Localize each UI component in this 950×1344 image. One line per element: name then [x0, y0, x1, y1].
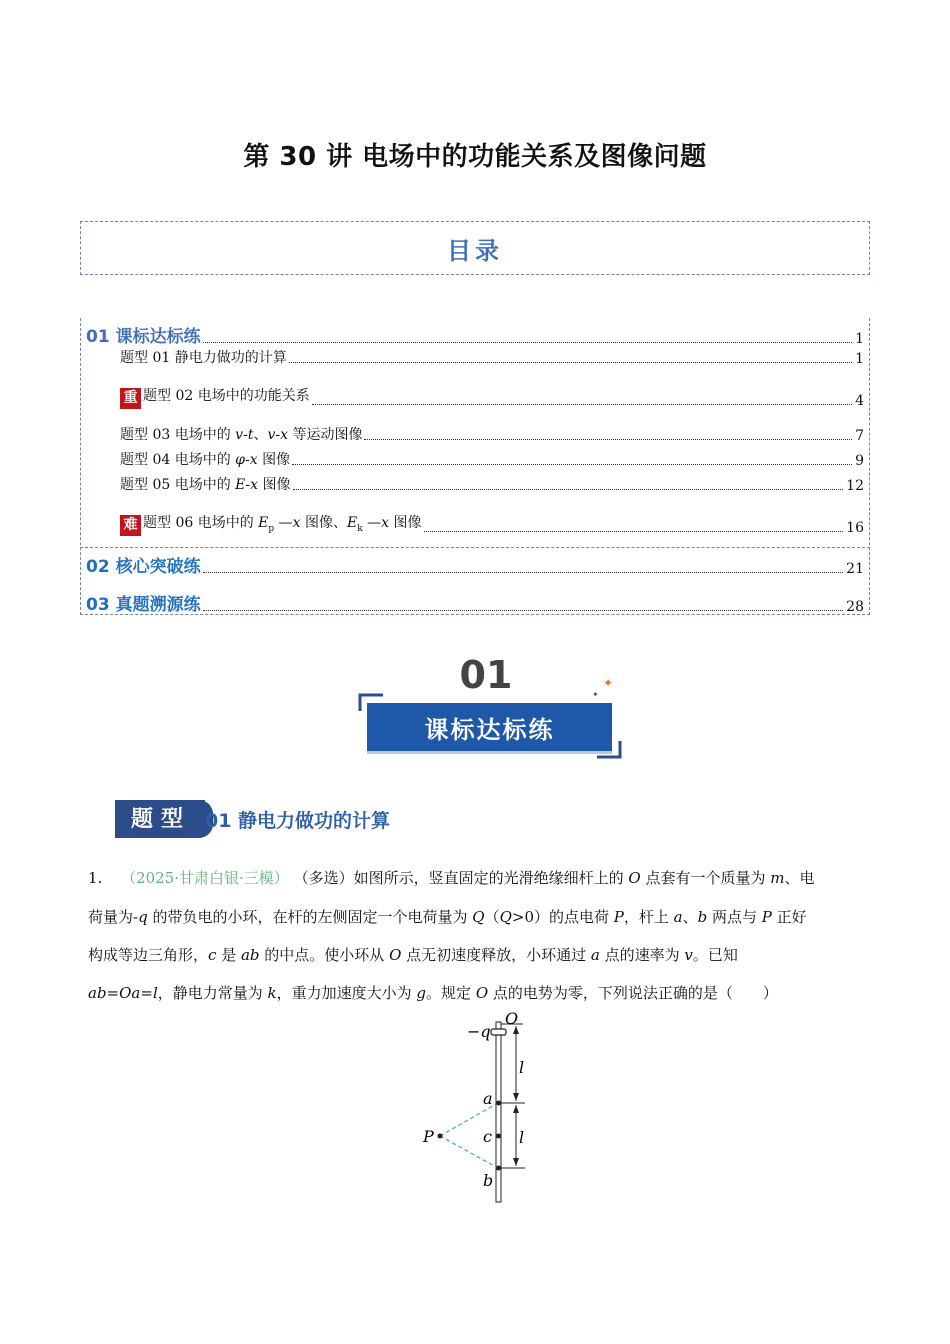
- toc-leader: [364, 438, 852, 440]
- toc-entry-01[interactable]: [86, 322, 864, 347]
- toc-leader: [203, 341, 853, 343]
- toc-leader: [203, 571, 844, 573]
- label-a: a: [483, 1089, 493, 1108]
- charged-ring: [491, 1029, 506, 1035]
- question-line-3: 构成等边三角形，c 是 ab 的中点。使小环从 O 点无初速度释放，小环通过 a 点的速率为 v。已知: [88, 946, 738, 964]
- toc-leader: [424, 530, 844, 532]
- arrow-head: [513, 1158, 519, 1166]
- toc-page-number: 1: [855, 351, 864, 367]
- toc-header-box: [80, 221, 870, 275]
- toc-page-number: 16: [846, 520, 864, 536]
- toc-entry-type05[interactable]: [120, 474, 864, 494]
- label-charge: −q: [467, 1022, 491, 1041]
- point-p: [438, 1134, 443, 1139]
- question-kind: （多选）: [293, 869, 354, 887]
- label-c: c: [483, 1127, 492, 1146]
- type-header: [115, 800, 435, 840]
- label-l-lower: l: [519, 1128, 525, 1147]
- toc-leader: [292, 463, 852, 465]
- document-title: 第 30 讲 电场中的功能关系及图像问题: [243, 142, 707, 172]
- toc-leader: [293, 488, 844, 490]
- point-a: [496, 1101, 501, 1106]
- question-line-4: ab=Oa=l，静电力常量为 k，重力加速度大小为 g。规定 O 点的电势为零，下列说法正确的是（ ）: [88, 984, 778, 1002]
- toc-entry-label: 题型 05 电场中的 E-x 图像: [120, 477, 291, 493]
- toc-page-number: 9: [855, 453, 864, 469]
- toc-page-number: 7: [855, 428, 864, 444]
- toc-entry-03[interactable]: [86, 590, 864, 615]
- point-c: [496, 1134, 501, 1139]
- label-p: P: [423, 1127, 434, 1146]
- toc-page-number: 12: [846, 478, 864, 494]
- question-source: （2025·甘肃白银·三模）: [121, 869, 289, 887]
- toc-entry-label: 重 题型 02 电场中的功能关系: [120, 385, 310, 409]
- point-b: [496, 1166, 501, 1171]
- toc-leader: [203, 609, 844, 611]
- question-line-1: 1. （2025·甘肃白银·三模） （多选）如图所示，竖直固定的光滑绝缘细杆上的 O 点套有一个质量为 m、电: [88, 869, 815, 887]
- toc-entry-label: 难 题型 06 电场中的 $E_p$ —x 图像、$E_k$ —x 图像: [120, 512, 422, 536]
- toc-entry-label: 题型 03 电场中的 v-t、v-x 等运动图像: [120, 427, 363, 443]
- physics-figure: [415, 1010, 565, 1205]
- question-number: 1.: [88, 869, 103, 887]
- label-b: b: [483, 1171, 494, 1190]
- toc-entry-type04[interactable]: [120, 449, 864, 469]
- toc-entry-label: 题型 04 电场中的 φ-x 图像: [120, 452, 291, 468]
- toc-leader: [312, 403, 852, 405]
- toc-heading: 目录: [447, 236, 503, 265]
- label-o: O: [505, 1010, 519, 1028]
- toc-entry-type06[interactable]: [120, 512, 864, 536]
- arrow-head: [513, 1093, 519, 1101]
- toc-entry-02[interactable]: [86, 552, 864, 577]
- hard-badge: 难: [120, 515, 141, 536]
- svg-text:✦: ✦: [603, 676, 614, 690]
- toc-leader: [289, 361, 852, 363]
- toc-entry-label: 02 核心突破练: [86, 557, 201, 577]
- key-badge: 重: [120, 388, 141, 409]
- toc-entry-label: 01 课标达标练: [86, 327, 201, 347]
- label-l-upper: l: [519, 1058, 525, 1077]
- toc-frame-divider: [80, 547, 870, 548]
- toc-entry-type03[interactable]: [120, 424, 864, 444]
- toc-page-number: 1: [855, 331, 864, 347]
- toc-entry-type01[interactable]: [120, 347, 864, 367]
- toc-entry-type02[interactable]: [120, 385, 864, 409]
- question-line-2: 荷量为-q 的带负电的小环，在杆的左侧固定一个电荷量为 Q（Q>0）的点电荷 P，杆上 a、b 两点与 P 正好: [88, 908, 807, 926]
- section-title: 课标达标练: [424, 716, 555, 744]
- svg-text:✦: ✦: [592, 690, 599, 699]
- toc-entry-label: 题型 01 静电力做功的计算: [120, 350, 287, 366]
- toc-page-number: 4: [855, 393, 864, 409]
- toc-page-number: 28: [846, 599, 864, 615]
- type-title: 01 静电力做功的计算: [205, 810, 391, 832]
- section-number: 01: [459, 653, 513, 697]
- toc-entry-label: 03 真题溯源练: [86, 595, 201, 615]
- section-banner: [355, 653, 625, 761]
- insulating-rod: [496, 1022, 501, 1202]
- type-tag: 题型: [130, 806, 191, 832]
- arrow-head: [513, 1105, 519, 1113]
- toc-page-number: 21: [846, 561, 864, 577]
